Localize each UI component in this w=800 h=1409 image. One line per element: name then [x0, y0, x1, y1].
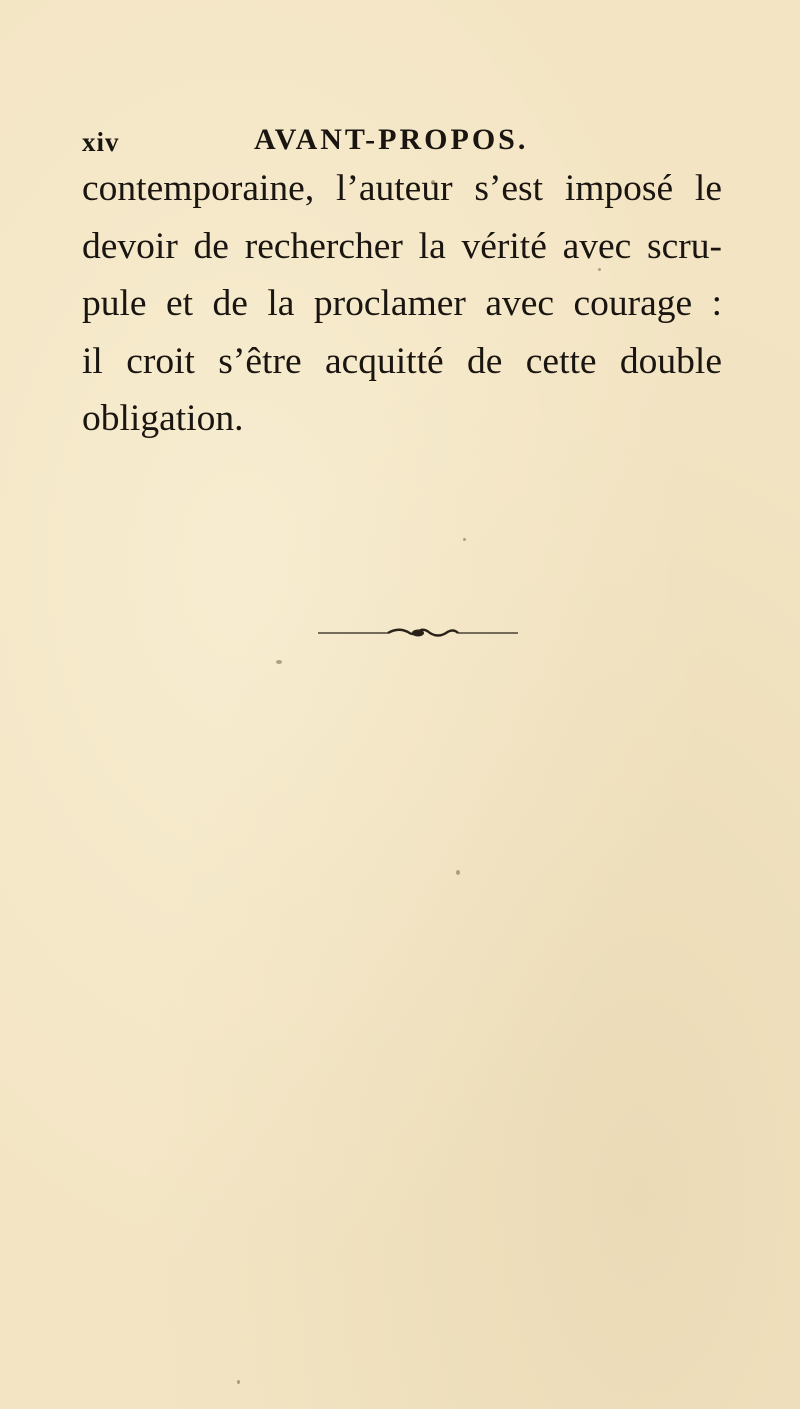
paper-speck [276, 660, 282, 664]
body-paragraph [82, 160, 722, 448]
page-number: xiv [82, 127, 120, 157]
text-line: il croit s’être acquitté de cette double [82, 340, 722, 382]
paper-speck [431, 180, 435, 185]
tail-piece-ornament [318, 620, 518, 646]
text-line: devoir de rechercher la vérité avec scru- [82, 225, 722, 267]
section-title: AVANT-PROPOS. [254, 123, 529, 156]
text-line: contemporaine, l’auteur s’est imposé le [82, 168, 722, 209]
paper-speck [237, 1380, 240, 1384]
text-line: obligation. [82, 398, 244, 439]
paper-speck [463, 538, 466, 541]
paper-speck [456, 870, 460, 875]
paper-speck [598, 268, 601, 271]
text-line: pule et de la proclamer avec courage : [82, 283, 722, 324]
running-head [82, 123, 722, 163]
